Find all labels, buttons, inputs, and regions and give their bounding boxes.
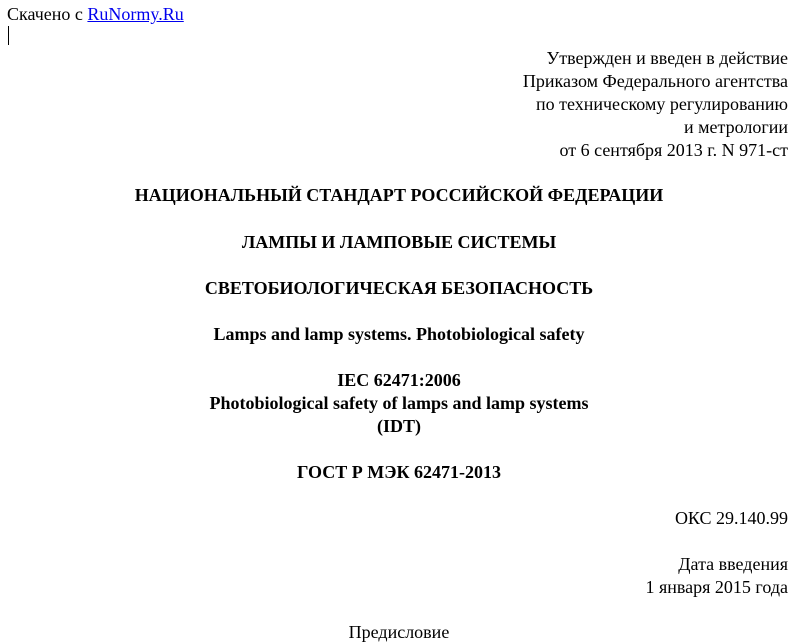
runormy-link[interactable]: RuNormy.Ru [87,4,184,24]
approval-line: от 6 сентября 2013 г. N 971-ст [559,140,788,160]
iec-degree: (IDT) [377,416,421,436]
approval-line: по техническому регулированию [535,94,788,114]
approval-line: Приказом Федерального агентства [522,71,788,91]
text-cursor [8,26,9,45]
intro-date-label: Дата введения [678,554,788,574]
oks-code [675,507,788,530]
title-en: Lamps and lamp systems. Photobiological safety [213,324,585,344]
foreword-heading: Предисловие [348,622,450,642]
title-ru-line2: СВЕТОБИОЛОГИЧЕСКАЯ БЕЗОПАСНОСТЬ [204,278,594,298]
title-ru-line1: ЛАМПЫ И ЛАМПОВЫЕ СИСТЕМЫ [241,232,557,252]
source-line [7,3,184,26]
approval-block [523,47,788,162]
iec-number: IEC 62471:2006 [337,370,461,390]
standard-heading: НАЦИОНАЛЬНЫЙ СТАНДАРТ РОССИЙСКОЙ ФЕДЕРАЦИИ [134,185,664,205]
intro-date-block [645,553,788,599]
approval-line: Утвержден и введен в действие [546,48,788,68]
oks-value: ОКС 29.140.99 [674,508,788,528]
iec-title: Photobiological safety of lamps and lamp systems [209,393,589,413]
gost-number: ГОСТ Р МЭК 62471-2013 [297,462,501,482]
approval-line: и метрологии [684,117,788,137]
intro-date-value: 1 января 2015 года [645,577,788,597]
source-prefix: Скачено с [7,4,88,24]
